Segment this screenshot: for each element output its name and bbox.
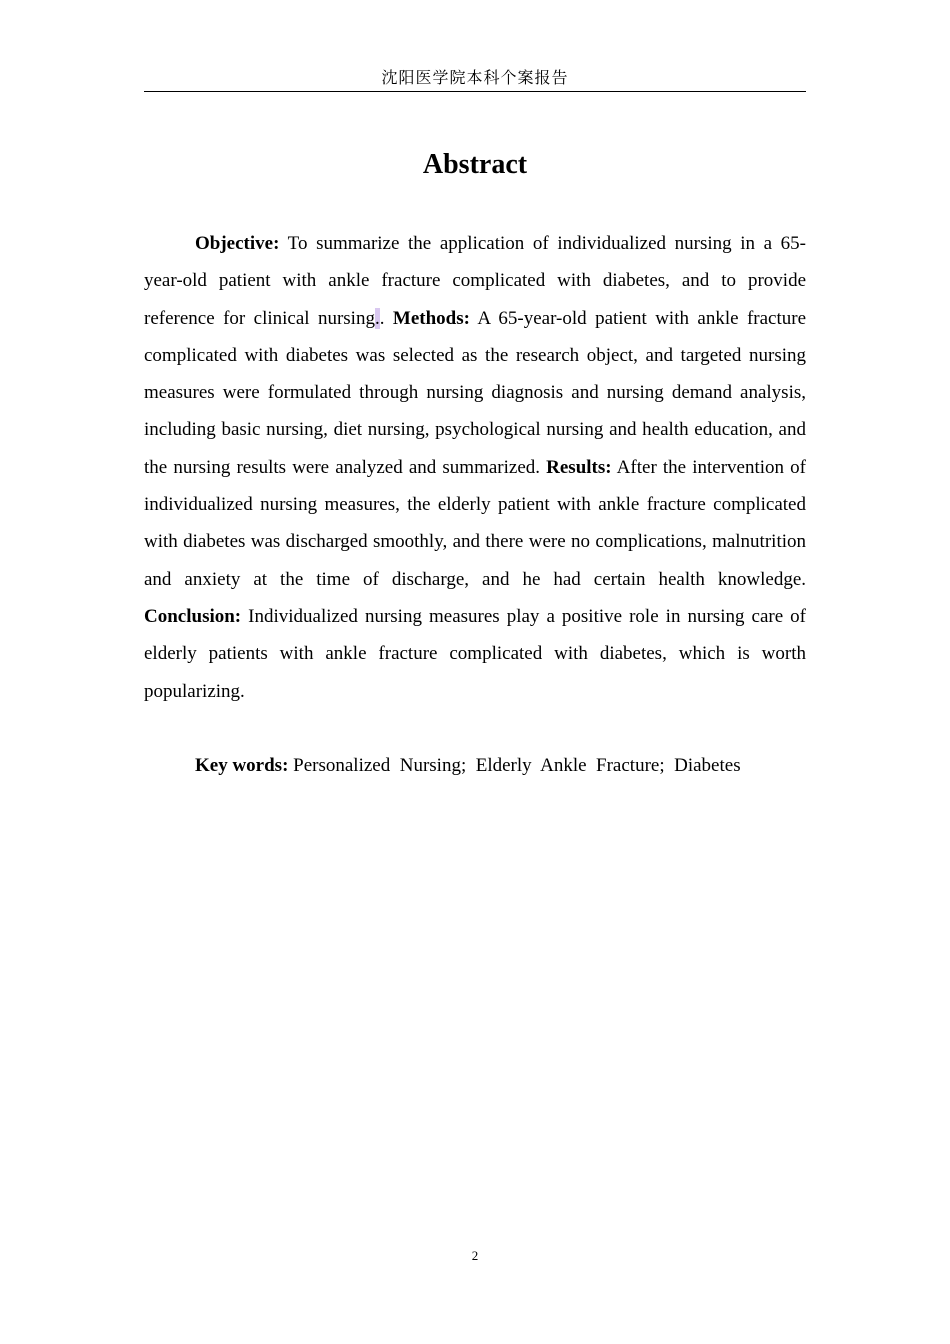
keywords-line (144, 750, 806, 782)
conclusion-text: Individualized nursing measures play a positive role in nursing care of elderly patients with ankle fracture complicated with diabetes, which is worth popularizing. (144, 605, 806, 702)
page-number: 2 (471, 1248, 479, 1263)
objective-text: To summarize the application of individualized nursing in a 65-year-old patient with ankle fracture complicated with diabetes, and to provide reference for clinical nursing (144, 233, 806, 329)
abstract-title: Abstract (422, 149, 528, 180)
header-text: 沈阳医学院本科个案报告 (381, 68, 569, 87)
objective-end: . (379, 307, 393, 329)
keywords-label: Key words: (195, 755, 289, 776)
text-cursor-highlight: . (374, 307, 380, 329)
running-header (144, 66, 806, 92)
conclusion-label: Conclusion: (144, 605, 242, 627)
results-text: After the intervention of individualized nursing measures, the elderly patient with ankle fracture complicated with diabetes was discharged smoothly, and there were no complications, malnutrition and anxiety at the time of discharge, and he had certain health knowledge. (144, 456, 806, 590)
keywords-text: Personalized Nursing; Elderly Ankle Fracture; Diabetes (288, 755, 741, 776)
objective-label: Objective: (195, 233, 280, 254)
abstract-paragraph (144, 225, 806, 710)
methods-label: Methods: (392, 307, 470, 329)
results-label: Results: (546, 456, 612, 478)
methods-text: A 65-year-old patient with ankle fracture complicated with diabetes was selected as the research object, and targeted nursing measures were formulated through nursing diagnosis and nursing demand analysis, including basic nursing, diet nursing, psychological nursing and health education, and the nursing results were analyzed and summarized. (144, 307, 807, 478)
